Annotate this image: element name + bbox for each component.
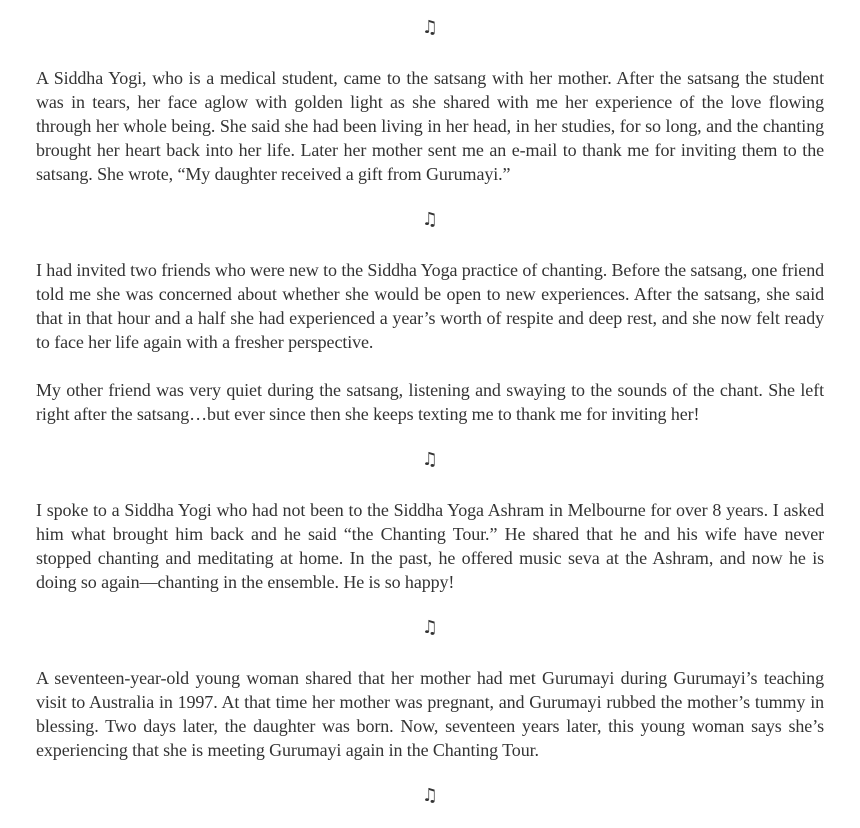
music-note-icon: ♫ xyxy=(421,209,439,230)
paragraph-melbourne-yogi: I spoke to a Siddha Yogi who had not been to the Siddha Yoga Ashram in Melbourne for over 8 years. I asked him what brought him back and he said “the Chanting Tour.” He shared that he and his wife have never stopped chanting and meditating at home. In the past, he offered music seva at the Ashram, and now he is doing so again—chanting in the ensemble. He is so happy! xyxy=(36,500,824,592)
music-note-icon: ♫ xyxy=(421,785,439,806)
paragraph-young-woman: A seventeen-year-old young woman shared that her mother had met Gurumayi during Gurumayi’s teaching visit to Australia in 1997. At that time her mother was pregnant, and Gurumayi rubbed the mother’s tummy in blessing. Two days later, the daughter was born. Now, seventeen years later, this young woman says she’s experiencing that she is meeting Gurumayi again in the Chanting Tour. xyxy=(36,668,824,760)
paragraph-two-friends: I had invited two friends who were new to the Siddha Yoga practice of chanting. Before the satsang, one friend told me she was concerned about whether she would be open to new experiences. After the satsang, she said that in that hour and a half she had experienced a year’s worth of respite and deep rest, and she now felt ready to face her life again with a fresher perspective. xyxy=(36,260,824,352)
paragraph-medical-student: A Siddha Yogi, who is a medical student, came to the satsang with her mother. After the satsang the student was in tears, her face aglow with golden light as she shared with me her experience of the love flowing through her whole being. She said she had been living in her head, in her studies, for so long, and the chanting brought her heart back into her life. Later her mother sent me an e-mail to thank me for inviting them to the satsang. She wrote, “My daughter received a gift from Gurumayi.” xyxy=(36,68,824,184)
music-note-icon: ♫ xyxy=(421,17,439,38)
music-note-icon: ♫ xyxy=(421,617,439,638)
music-note-icon: ♫ xyxy=(421,449,439,470)
paragraph-other-friend: My other friend was very quiet during the satsang, listening and swaying to the sounds of the chant. She left right after the satsang…but ever since then she keeps texting me to thank me for inviting her! xyxy=(36,380,824,424)
